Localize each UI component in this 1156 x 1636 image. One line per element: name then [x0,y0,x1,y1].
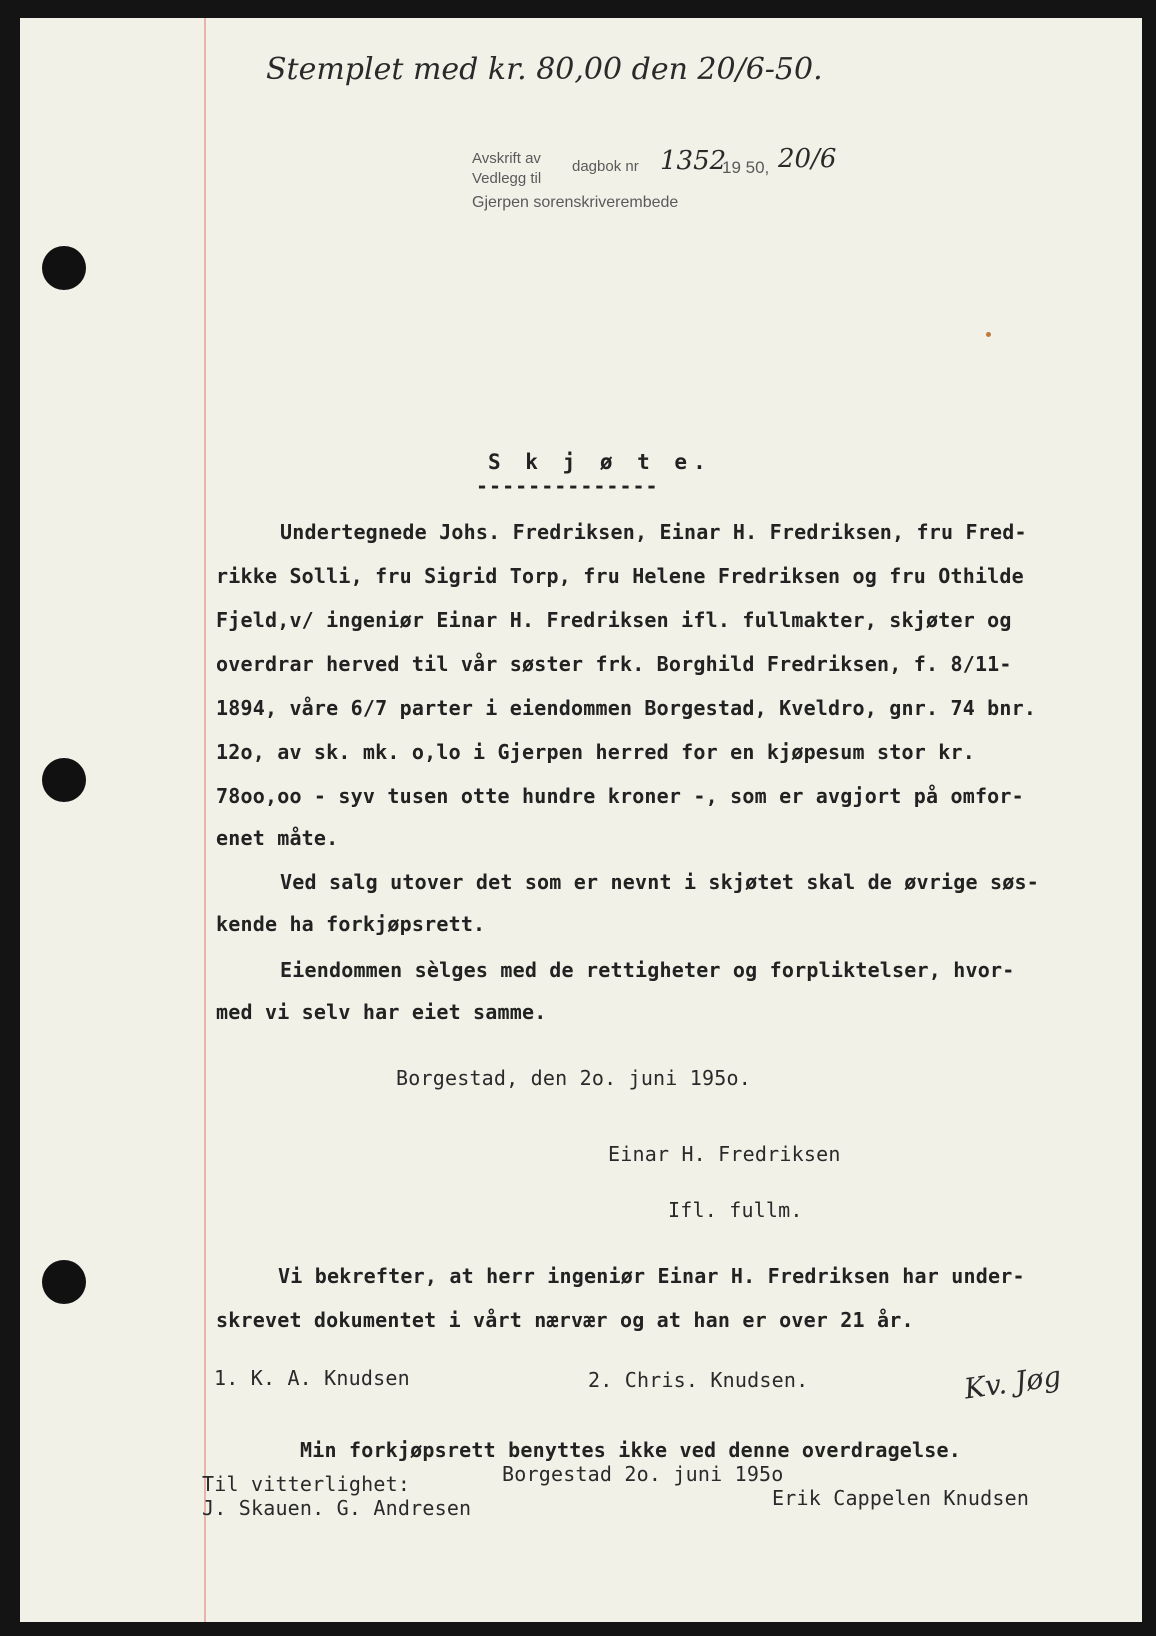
record-prefix-1: Avskrift av [472,150,541,167]
attest-names: J. Skauen. G. Andresen [202,1496,472,1520]
signer-name: Einar H. Fredriksen [608,1142,841,1166]
ink-speck [986,332,991,337]
office-stamp: Gjerpen sorenskriverembede [472,194,679,211]
attest-label: Til vitterlighet: [202,1472,411,1496]
body-line: 12o, av sk. mk. o,lo i Gjerpen herred for en kjøpesum stor kr. [216,740,975,764]
record-prefix-2: Vedlegg til [472,170,542,187]
punch-hole [42,246,86,290]
record-date: 20/6 [778,144,837,174]
body-line: rikke Solli, fru Sigrid Torp, fru Helene Fredriksen og fru Othilde [216,564,1024,588]
witness-2: 2. Chris. Knudsen. [588,1368,809,1392]
body-line: Fjeld,v/ ingeniør Einar H. Fredriksen ifl. fullmakter, skjøter og [216,608,1012,632]
body-line: enet måte. [216,826,339,850]
body-line: Eiendommen sèlges med de rettigheter og forpliktelser, hvor- [280,958,1015,982]
margin-line [204,18,206,1622]
body-line: 1894, våre 6/7 parter i eiendommen Borgestad, Kveldro, gnr. 74 bnr. [216,696,1037,720]
document-page [20,18,1142,1622]
body-line: overdrar herved til vår søster frk. Borghild Fredriksen, f. 8/11- [216,652,1012,676]
preemption-signer: Erik Cappelen Knudsen [772,1486,1030,1510]
witness-1: 1. K. A. Knudsen [214,1366,410,1390]
body-line: Ved salg utover det som er nevnt i skjøtet skal de øvrige søs- [280,870,1039,894]
preemption-place-date: Borgestad 2o. juni 195o [502,1462,784,1486]
punch-hole [42,1260,86,1304]
record-year: 19 50, [722,158,770,177]
preemption-note: Min forkjøpsrett benyttes ikke ved denne overdragelse. [300,1438,962,1462]
body-line: kende ha forkjøpsrett. [216,912,486,936]
record-number: 1352 [660,146,727,176]
title-underline: -------------- [476,474,659,498]
confirmation-line: Vi bekrefter, at herr ingeniør Einar H. Fredriksen har under- [278,1264,1025,1288]
place-date: Borgestad, den 2o. juni 195o. [396,1066,751,1090]
stamp-note: Stemplet med kr. 80,00 den 20/6-50. [266,52,823,87]
body-line: Undertegnede Johs. Fredriksen, Einar H. Fredriksen, fru Fred- [280,520,1027,544]
punch-hole [42,758,86,802]
document-title: S k j ø t e. [488,450,712,474]
signer-note: Ifl. fullm. [668,1198,803,1222]
initials-signature: Kv. Jøg [962,1359,1064,1406]
confirmation-line: skrevet dokumentet i vårt nærvær og at han er over 21 år. [216,1308,914,1332]
body-line: 78oo,oo - syv tusen otte hundre kroner -, som er avgjort på omfor- [216,784,1024,808]
body-line: med vi selv har eiet samme. [216,1000,547,1024]
record-label: dagbok nr [572,158,639,175]
